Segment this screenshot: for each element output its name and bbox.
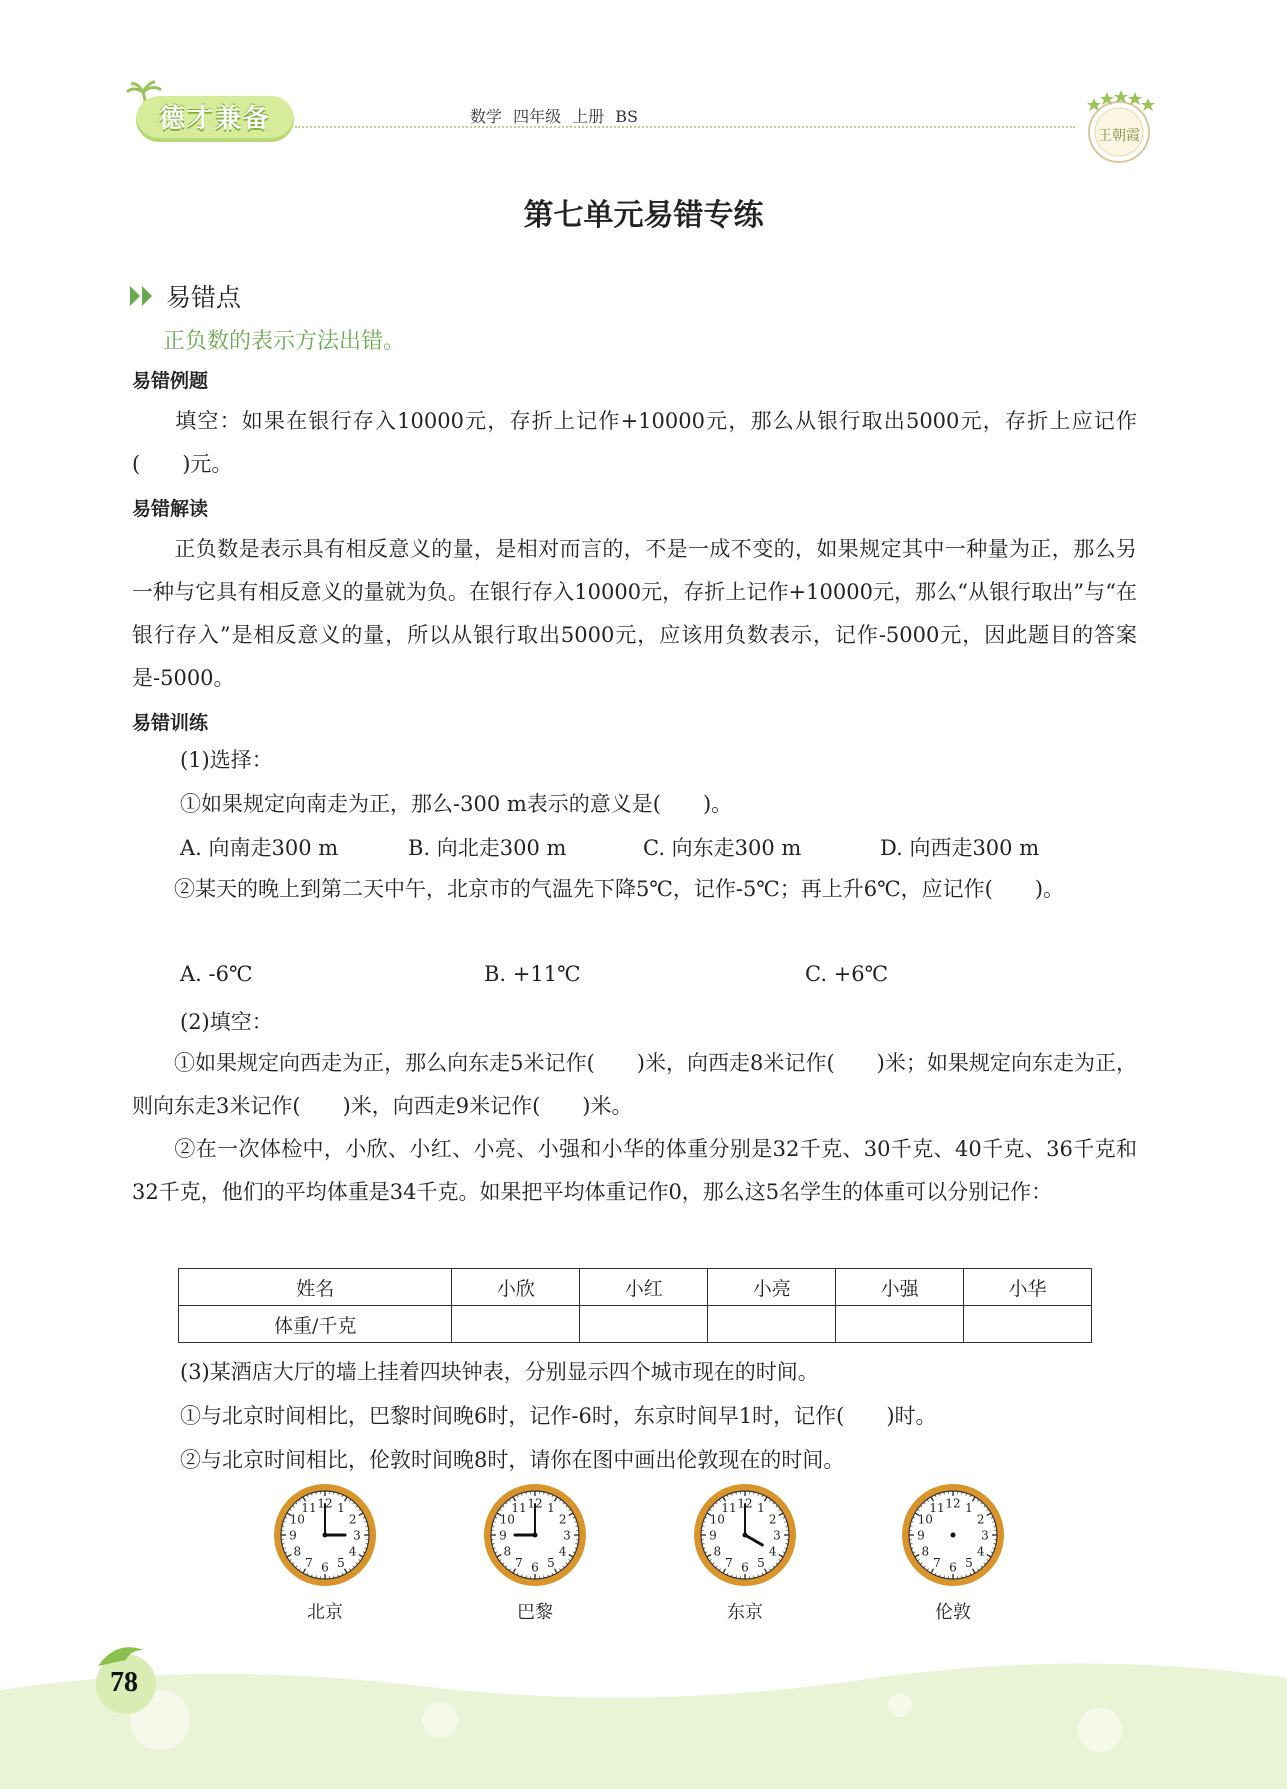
clock-numeral: 1 bbox=[337, 1500, 345, 1515]
clock-numeral: 8 bbox=[713, 1544, 722, 1559]
clock-numeral: 2 bbox=[976, 1512, 985, 1527]
section-heading bbox=[130, 278, 241, 314]
training-label: 易错训练 bbox=[132, 712, 209, 734]
clock-numeral: 2 bbox=[348, 1512, 357, 1527]
clock-numeral: 1 bbox=[965, 1500, 973, 1515]
clock-numeral: 6 bbox=[321, 1560, 329, 1575]
clock-numeral: 11 bbox=[301, 1500, 317, 1515]
table-header-cell: 小欣 bbox=[452, 1269, 580, 1306]
answer-cell[interactable] bbox=[836, 1306, 964, 1343]
clock-numeral: 7 bbox=[305, 1556, 313, 1571]
clock-numeral: 3 bbox=[563, 1528, 571, 1543]
clock-numeral: 2 bbox=[768, 1512, 777, 1527]
table-row bbox=[179, 1306, 1092, 1343]
answer-cell[interactable] bbox=[580, 1306, 708, 1343]
clock-numeral: 5 bbox=[757, 1556, 765, 1571]
q1-1-option-a: A. 向南走300 m bbox=[180, 836, 339, 860]
section-subheading: 正负数的表示方法出错。 bbox=[163, 329, 406, 354]
q1-1-option-c: C. 向东走300 m bbox=[643, 836, 802, 860]
example-text bbox=[132, 400, 1137, 486]
clock-numeral: 3 bbox=[773, 1528, 781, 1543]
analysis-text-body: 正负数是表示具有相反意义的量，是相对而言的，不是一成不变的，如果规定其中一种量为正，那么另一种与它具有相反意义的量就为负。在银行存入10000元，存折上记作+10000元，那么“从银行取出”与“在银行存入”是相反意义的量，所以从银行取出5000元，应该用负数表示，记作-5000元，因此题目的答案是-5000。 bbox=[132, 537, 1137, 690]
answer-cell[interactable] bbox=[452, 1306, 580, 1343]
analysis-label: 易错解读 bbox=[132, 498, 209, 520]
q2-2-text-body: ②在一次体检中，小欣、小红、小亮、小强和小华的体重分别是32千克、30千克、40千克、36千克和32千克，他们的平均体重是34千克。如果把平均体重记作0，那么这5名学生的体重可以分别记作： bbox=[132, 1137, 1137, 1204]
clock-icon bbox=[690, 1480, 800, 1590]
clock-numeral: 10 bbox=[499, 1512, 515, 1527]
clock-paris bbox=[480, 1480, 590, 1624]
q1-1-option-b: B. 向北走300 m bbox=[408, 836, 567, 860]
clock-numeral: 6 bbox=[531, 1560, 539, 1575]
clock-numeral: 7 bbox=[933, 1556, 941, 1571]
clock-numeral: 9 bbox=[917, 1528, 925, 1543]
clock-numeral: 12 bbox=[945, 1496, 961, 1511]
seal-emblem-icon bbox=[1074, 88, 1164, 164]
q1-2-text bbox=[132, 868, 1137, 911]
clock-numeral: 9 bbox=[499, 1528, 507, 1543]
q1-1-text: ①如果规定向南走为正，那么-300 m表示的意义是( )。 bbox=[180, 792, 733, 816]
clock-center bbox=[951, 1533, 956, 1538]
clock-tokyo bbox=[690, 1480, 800, 1624]
footer-decoration bbox=[0, 1660, 1287, 1789]
q2-1-text-body: ①如果规定向西走为正，那么向东走5米记作( )米，向西走8米记作( )米；如果规定向东走为正，则向东走3米记作( )米，向西走9米记作( )米。 bbox=[132, 1051, 1137, 1118]
clock-numeral: 4 bbox=[348, 1544, 357, 1559]
q1-2-option-c: C. +6℃ bbox=[805, 962, 889, 986]
clock-numeral: 12 bbox=[317, 1496, 333, 1511]
answer-cell[interactable] bbox=[964, 1306, 1092, 1343]
clock-numeral: 6 bbox=[741, 1560, 749, 1575]
clock-numeral: 4 bbox=[976, 1544, 985, 1559]
clock-numeral: 8 bbox=[293, 1544, 302, 1559]
clock-label: 北京 bbox=[307, 1602, 343, 1623]
clock-numeral: 6 bbox=[949, 1560, 957, 1575]
q1-2-text-body: ②某天的晚上到第二天中午，北京市的气温先下降5℃，记作-5℃；再上升6℃，应记作( )。 bbox=[174, 877, 1065, 901]
clock-center bbox=[743, 1533, 748, 1538]
clock-london bbox=[898, 1480, 1008, 1624]
q3-1-text: ①与北京时间相比，巴黎时间晚6时，记作-6时，东京时间早1时，记作( )时。 bbox=[180, 1404, 937, 1428]
brand-logo: 德才兼备 bbox=[136, 96, 294, 142]
clock-numeral: 9 bbox=[289, 1528, 297, 1543]
clock-center bbox=[323, 1533, 328, 1538]
clock-numeral: 1 bbox=[547, 1500, 555, 1515]
clock-numeral: 5 bbox=[965, 1556, 973, 1571]
subject-header: 数学 四年级 上册 BS bbox=[470, 107, 638, 126]
q2-1-text bbox=[132, 1042, 1137, 1128]
clock-numeral: 8 bbox=[921, 1544, 930, 1559]
clock-numeral: 2 bbox=[558, 1512, 567, 1527]
clock-numeral: 3 bbox=[353, 1528, 361, 1543]
table-header-cell: 小红 bbox=[580, 1269, 708, 1306]
clock-center bbox=[533, 1533, 538, 1538]
clock-numeral: 7 bbox=[515, 1556, 523, 1571]
clock-beijing bbox=[270, 1480, 380, 1624]
page-number: 78 bbox=[110, 1667, 138, 1698]
seal-text: 王朝霞 bbox=[1098, 128, 1140, 144]
table-header-cell: 小强 bbox=[836, 1269, 964, 1306]
answer-cell[interactable] bbox=[708, 1306, 836, 1343]
analysis-text bbox=[132, 528, 1137, 700]
q3-2-text: ②与北京时间相比，伦敦时间晚8时，请你在图中画出伦敦现在的时间。 bbox=[180, 1448, 845, 1472]
weights-table bbox=[178, 1268, 1092, 1343]
clock-numeral: 8 bbox=[503, 1544, 512, 1559]
clock-numeral: 5 bbox=[547, 1556, 555, 1571]
clock-numeral: 11 bbox=[929, 1500, 945, 1515]
clock-label: 伦敦 bbox=[935, 1602, 971, 1623]
clock-numeral: 1 bbox=[757, 1500, 765, 1515]
clock-numeral: 4 bbox=[768, 1544, 777, 1559]
table-row-label: 体重/千克 bbox=[179, 1306, 452, 1343]
clock-numeral: 12 bbox=[527, 1496, 543, 1511]
double-chevron-icon bbox=[130, 284, 156, 308]
example-label: 易错例题 bbox=[132, 370, 209, 392]
clock-numeral: 7 bbox=[725, 1556, 733, 1571]
clock-numeral: 10 bbox=[709, 1512, 725, 1527]
clock-label: 巴黎 bbox=[517, 1602, 553, 1623]
clock-numeral: 10 bbox=[917, 1512, 933, 1527]
q1-1-option-d: D. 向西走300 m bbox=[880, 836, 1040, 860]
table-header-cell: 姓名 bbox=[179, 1269, 452, 1306]
q2-label: (2)填空： bbox=[180, 1010, 273, 1034]
clock-icon bbox=[270, 1480, 380, 1590]
q1-label: (1)选择： bbox=[180, 748, 273, 772]
table-header-row bbox=[179, 1269, 1092, 1306]
clock-numeral: 3 bbox=[981, 1528, 989, 1543]
clock-icon[interactable] bbox=[898, 1480, 1008, 1590]
q1-2-option-a: A. -6℃ bbox=[180, 962, 253, 986]
clock-numeral: 11 bbox=[511, 1500, 527, 1515]
page-title: 第七单元易错专练 bbox=[523, 198, 764, 233]
clock-icon bbox=[480, 1480, 590, 1590]
clock-label: 东京 bbox=[727, 1602, 763, 1623]
example-text-body: 填空：如果在银行存入10000元，存折上记作+10000元，那么从银行取出5000元，存折上应记作( )元。 bbox=[132, 409, 1137, 476]
q1-2-option-b: B. +11℃ bbox=[484, 962, 581, 986]
clock-numeral: 4 bbox=[558, 1544, 567, 1559]
section-heading-text: 易错点 bbox=[166, 283, 242, 312]
table-header-cell: 小华 bbox=[964, 1269, 1092, 1306]
clock-numeral: 12 bbox=[737, 1496, 753, 1511]
clock-numeral: 11 bbox=[721, 1500, 737, 1515]
clock-numeral: 5 bbox=[337, 1556, 345, 1571]
table-header-cell: 小亮 bbox=[708, 1269, 836, 1306]
clock-numeral: 9 bbox=[709, 1528, 717, 1543]
q2-2-text bbox=[132, 1128, 1137, 1214]
q3-label: (3)某酒店大厅的墙上挂着四块钟表，分别显示四个城市现在的时间。 bbox=[180, 1360, 819, 1384]
clock-numeral: 10 bbox=[289, 1512, 305, 1527]
